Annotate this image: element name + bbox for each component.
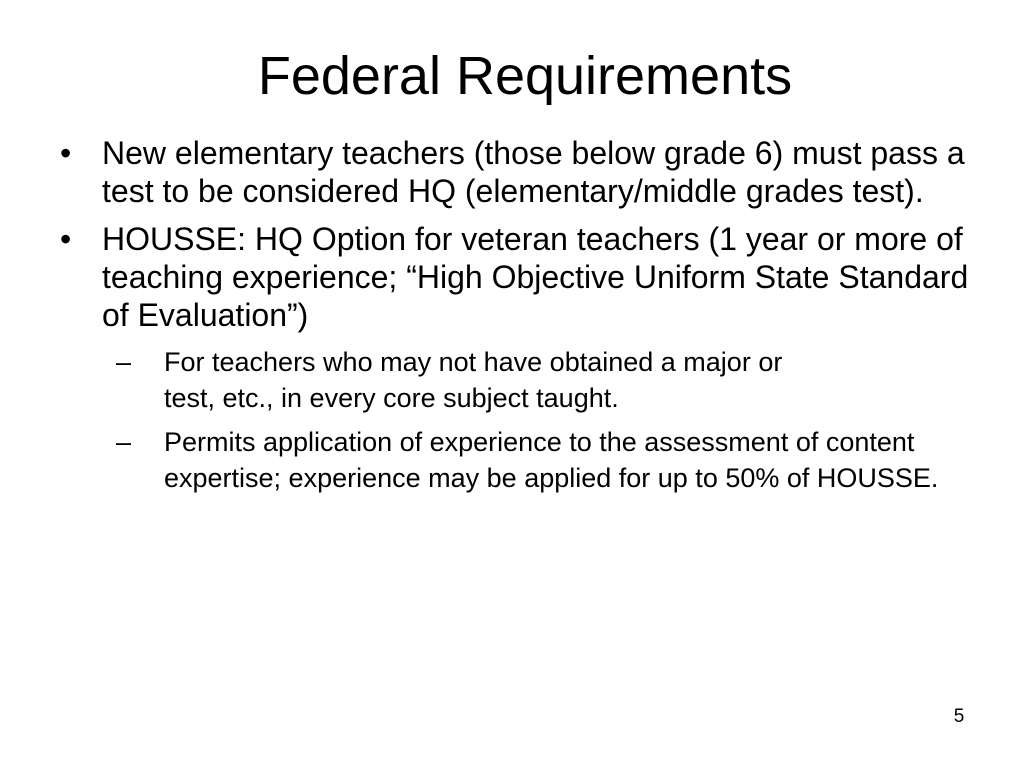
bullet-marker: • xyxy=(60,135,72,171)
sub-bullet-list xyxy=(116,344,990,496)
slide-title: Federal Requirements xyxy=(257,46,793,106)
bullet-item xyxy=(60,220,990,334)
dash-marker: – xyxy=(116,347,132,377)
sub-bullet-item xyxy=(116,424,964,496)
dash-marker: – xyxy=(116,427,132,457)
sub-bullet-text: Permits application of experience to the assessment of content expertise; experience may be applied for up to 50% of HOUSSE. xyxy=(164,427,939,493)
sub-bullet-item xyxy=(116,344,804,416)
bullet-text: HOUSSE: HQ Option for veteran teachers (1 year or more of teaching experience; “High Objective Uniform State Standard of Evaluation”) xyxy=(102,221,969,333)
bullet-item xyxy=(60,134,990,210)
bullet-marker: • xyxy=(60,221,72,257)
slide-body xyxy=(60,134,990,504)
bullet-text: New elementary teachers (those below grade 6) must pass a test to be considered HQ (elementary/middle grades test). xyxy=(102,135,965,209)
page-number: 5 xyxy=(953,706,965,727)
sub-bullet-text: For teachers who may not have obtained a major or test, etc., in every core subject taught. xyxy=(164,347,783,413)
